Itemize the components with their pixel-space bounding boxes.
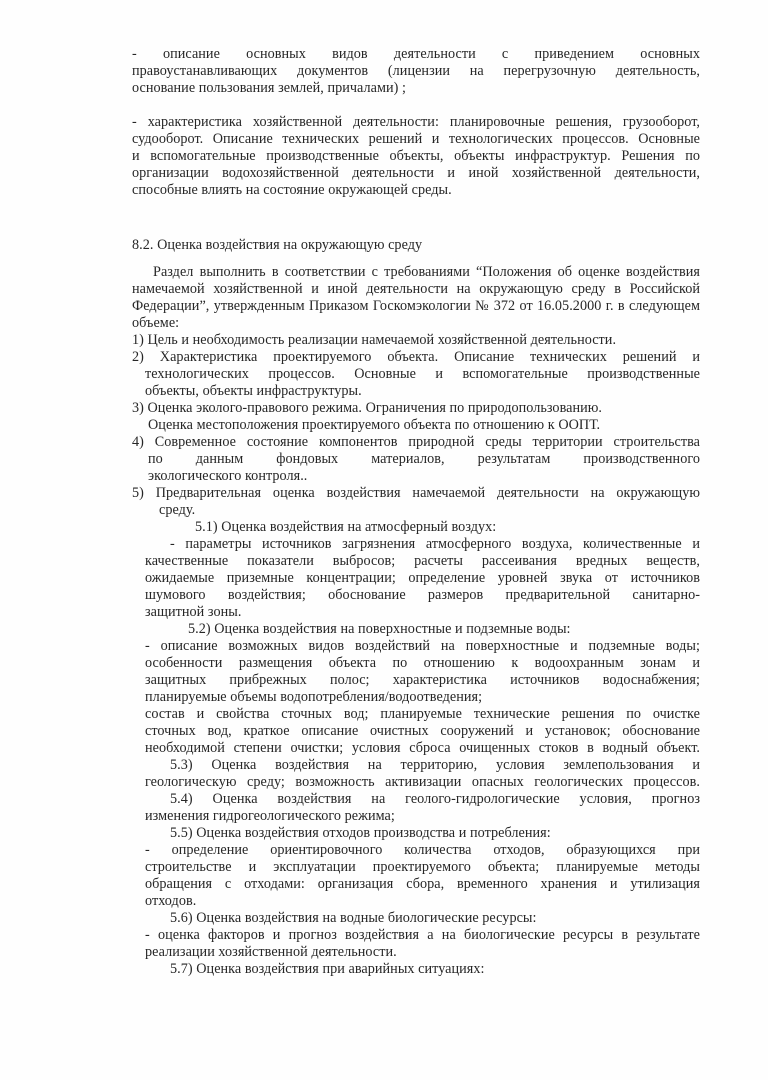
- text-line: - описание возможных видов воздействий на поверхностные и подземные воды;: [145, 638, 700, 654]
- text-line: объеме:: [132, 315, 180, 331]
- list-item: 1) Цель и необходимость реализации намечаемой хозяйственной деятельности.: [132, 332, 617, 348]
- text-line: намечаемой хозяйственной и иной деятельности на окружающую среду в Российской: [132, 281, 700, 297]
- text-line: состав и свойства сточных вод; планируемые технические решения по очистке: [145, 706, 700, 722]
- text-line: планируемые объемы водопотребления/водоотведения;: [145, 689, 483, 705]
- text-line: строительстве и эксплуатации проектируемого объекта; планируемые методы: [145, 859, 700, 875]
- text-line: качественные показатели выбросов; расчеты рассеивания вредных веществ,: [145, 553, 700, 569]
- text-line: - оценка факторов и прогноз воздействия а на биологические ресурсы в результате: [145, 927, 700, 943]
- text-line: - определение ориентировочного количества отходов, образующихся при: [145, 842, 700, 858]
- subsection-title: 5.2) Оценка воздействия на поверхностные и подземные воды:: [188, 621, 571, 637]
- text-line: обращения с отходами: организация сбора, временного хранения и утилизация: [145, 876, 700, 892]
- text-line: экологического контроля..: [148, 468, 308, 484]
- text-line: - описание основных видов деятельности с приведением основных: [132, 46, 700, 62]
- text-line: 5.4) Оценка воздействия на геолого-гидрологические условия, прогноз: [170, 791, 700, 807]
- text-line: изменения гидрогеологического режима;: [145, 808, 395, 824]
- text-line: среду.: [159, 502, 196, 518]
- text-line: необходимой степени очистки; условия сброса очищенных стоков в водный объект.: [145, 740, 700, 756]
- text-line: объекты, объекты инфраструктуры.: [145, 383, 362, 399]
- list-item: 4) Современное состояние компонентов природной среды территории строительства: [132, 434, 700, 450]
- text-line: защитной зоны.: [145, 604, 242, 620]
- text-line: основание пользования землей, причалами) ;: [132, 80, 407, 96]
- text-line: шумового воздействия; обоснование размеров предварительной санитарно-: [145, 587, 700, 603]
- text-line: организации водохозяйственной деятельности и иной хозяйственной деятельности,: [132, 165, 700, 181]
- text-line: судооборот. Описание технических решений и технологических процессов. Основные: [132, 131, 700, 147]
- list-item: 2) Характеристика проектируемого объекта. Описание технических решений и: [132, 349, 700, 365]
- text-line: способные влиять на состояние окружающей среды.: [132, 182, 452, 198]
- text-line: Федерации”, утвержденным Приказом Госкомэкологии № 372 от 16.05.2000 г. в следующем: [132, 298, 700, 314]
- text-line: по данным фондовых материалов, результатам производственного: [148, 451, 700, 467]
- text-line: 5.3) Оценка воздействия на территорию, условия землепользования и: [170, 757, 700, 773]
- text-line: особенности размещения объекта по отношению к водоохранным зонам и: [145, 655, 700, 671]
- text-line: - характеристика хозяйственной деятельности: планировочные решения, грузооборот,: [132, 114, 700, 130]
- text-line: Оценка местоположения проектируемого объекта по отношению к ООПТ.: [148, 417, 601, 433]
- text-line: технологических процессов. Основные и вспомогательные производственные: [145, 366, 700, 382]
- section-heading: 8.2. Оценка воздействия на окружающую среду: [132, 237, 423, 253]
- list-item: 3) Оценка эколого-правового режима. Ограничения по природопользованию.: [132, 400, 603, 416]
- text-line: и вспомогательные производственные объекты, объекты инфраструктур. Решения по: [132, 148, 700, 164]
- text-line: сточных вод, краткое описание очистных сооружений и установок; обоснование: [145, 723, 700, 739]
- text-line: реализации хозяйственной деятельности.: [145, 944, 397, 960]
- subsection-title: 5.6) Оценка воздействия на водные биологические ресурсы:: [170, 910, 537, 926]
- text-line: Раздел выполнить в соответствии с требованиями “Положения об оценке воздействия: [153, 264, 700, 280]
- subsection-title: 5.5) Оценка воздействия отходов производства и потребления:: [170, 825, 551, 841]
- text-line: геологическую среду; возможность активизации опасных геологических процессов.: [145, 774, 700, 790]
- subsection-title: 5.1) Оценка воздействия на атмосферный воздух:: [195, 519, 497, 535]
- subsection-title: 5.7) Оценка воздействия при аварийных ситуациях:: [170, 961, 485, 977]
- text-line: - параметры источников загрязнения атмосферного воздуха, количественные и: [170, 536, 700, 552]
- text-line: защитных прибрежных полос; характеристика источников водоснабжения;: [145, 672, 700, 688]
- list-item: 5) Предварительная оценка воздействия намечаемой деятельности на окружающую: [132, 485, 700, 501]
- text-line: правоустанавливающих документов (лицензии на перегрузочную деятельность,: [132, 63, 700, 79]
- text-line: отходов.: [145, 893, 197, 909]
- text-line: ожидаемые приземные концентрации; определение уровней звука от источников: [145, 570, 700, 586]
